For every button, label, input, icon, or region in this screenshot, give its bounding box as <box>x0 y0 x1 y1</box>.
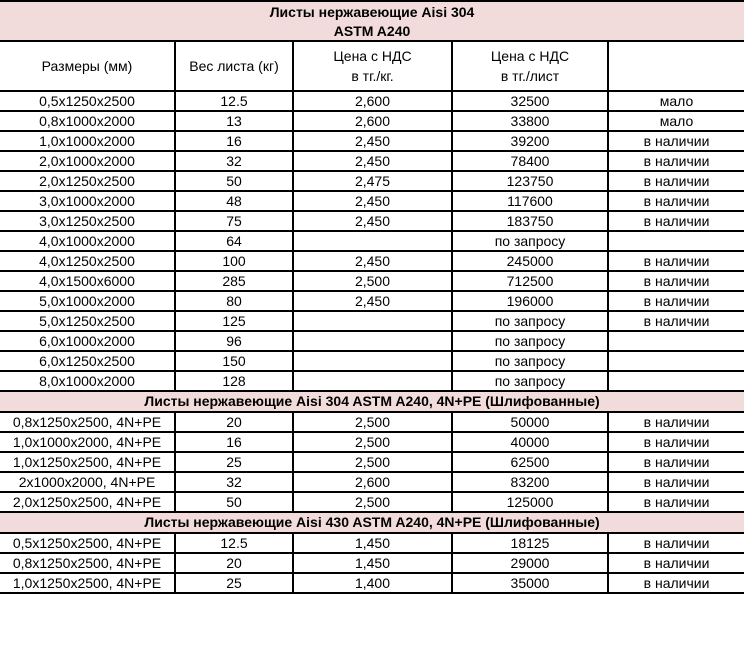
cell-size: 1,0x1000x2000 <box>0 131 175 151</box>
cell-weight: 25 <box>175 452 293 472</box>
cell-price-kg: 2,475 <box>293 171 452 191</box>
cell-price-kg: 2,450 <box>293 211 452 231</box>
cell-status: в наличии <box>608 553 744 573</box>
cell-weight: 128 <box>175 371 293 391</box>
cell-weight: 75 <box>175 211 293 231</box>
cell-size: 0,8x1000x2000 <box>0 111 175 131</box>
cell-price-sheet: 18125 <box>452 533 608 553</box>
cell-price-kg: 2,500 <box>293 452 452 472</box>
cell-status <box>608 331 744 351</box>
cell-size: 5,0x1250x2500 <box>0 311 175 331</box>
cell-weight: 96 <box>175 331 293 351</box>
cell-price-sheet: 50000 <box>452 412 608 432</box>
cell-price-kg: 2,500 <box>293 432 452 452</box>
cell-weight: 32 <box>175 151 293 171</box>
cell-status: в наличии <box>608 492 744 512</box>
table-title-row <box>0 1 744 22</box>
table-row <box>0 492 744 512</box>
table-row <box>0 111 744 131</box>
cell-status: в наличии <box>608 251 744 271</box>
cell-weight: 32 <box>175 472 293 492</box>
cell-status <box>608 351 744 371</box>
cell-status: мало <box>608 91 744 111</box>
cell-price-kg: 2,500 <box>293 271 452 291</box>
cell-price-kg: 2,600 <box>293 472 452 492</box>
cell-price-kg: 2,500 <box>293 492 452 512</box>
table-row <box>0 533 744 553</box>
table-row <box>0 151 744 171</box>
cell-price-sheet: по запросу <box>452 231 608 251</box>
table-title-line1: Листы нержавеющие Aisi 304 <box>0 1 744 22</box>
cell-price-kg: 2,500 <box>293 412 452 432</box>
cell-price-sheet: 125000 <box>452 492 608 512</box>
cell-size: 4,0x1500x6000 <box>0 271 175 291</box>
cell-price-sheet: 32500 <box>452 91 608 111</box>
cell-price-sheet: 40000 <box>452 432 608 452</box>
cell-weight: 50 <box>175 171 293 191</box>
cell-size: 2,0x1000x2000 <box>0 151 175 171</box>
table-body <box>0 91 744 593</box>
table-row <box>0 432 744 452</box>
section-title: Листы нержавеющие Aisi 430 ASTM A240, 4N+PE (Шлифованные) <box>0 512 744 533</box>
cell-size: 2,0x1250x2500 <box>0 171 175 191</box>
cell-size: 0,5x1250x2500, 4N+PE <box>0 533 175 553</box>
cell-weight: 80 <box>175 291 293 311</box>
cell-weight: 64 <box>175 231 293 251</box>
table-row <box>0 91 744 111</box>
header-weight: Вес листа (кг) <box>175 41 293 91</box>
cell-status: в наличии <box>608 432 744 452</box>
header-status <box>608 41 744 91</box>
table-row <box>0 452 744 472</box>
cell-price-sheet: по запросу <box>452 331 608 351</box>
cell-price-sheet: 183750 <box>452 211 608 231</box>
cell-price-kg <box>293 231 452 251</box>
table-row <box>0 211 744 231</box>
cell-price-kg: 2,450 <box>293 191 452 211</box>
cell-size: 4,0x1250x2500 <box>0 251 175 271</box>
cell-size: 1,0x1000x2000, 4N+PE <box>0 432 175 452</box>
cell-price-sheet: 712500 <box>452 271 608 291</box>
cell-price-kg: 2,450 <box>293 151 452 171</box>
cell-price-sheet: по запросу <box>452 351 608 371</box>
header-price-sheet-line2: в тг./лист <box>500 68 560 84</box>
cell-size: 1,0x1250x2500, 4N+PE <box>0 452 175 472</box>
cell-price-kg <box>293 371 452 391</box>
cell-price-sheet: 35000 <box>452 573 608 593</box>
cell-size: 3,0x1000x2000 <box>0 191 175 211</box>
cell-size: 6,0x1000x2000 <box>0 331 175 351</box>
table-row <box>0 191 744 211</box>
cell-status: в наличии <box>608 151 744 171</box>
header-price-kg <box>293 41 452 91</box>
cell-price-kg: 2,600 <box>293 111 452 131</box>
cell-price-sheet: 62500 <box>452 452 608 472</box>
cell-status: в наличии <box>608 211 744 231</box>
cell-size: 8,0x1000x2000 <box>0 371 175 391</box>
cell-size: 2x1000x2000, 4N+PE <box>0 472 175 492</box>
cell-status: в наличии <box>608 533 744 553</box>
cell-price-sheet: 245000 <box>452 251 608 271</box>
cell-size: 0,5x1250x2500 <box>0 91 175 111</box>
cell-weight: 16 <box>175 432 293 452</box>
cell-weight: 25 <box>175 573 293 593</box>
cell-price-kg: 1,450 <box>293 553 452 573</box>
cell-price-sheet: 123750 <box>452 171 608 191</box>
cell-weight: 50 <box>175 492 293 512</box>
cell-status: в наличии <box>608 472 744 492</box>
cell-price-sheet: по запросу <box>452 311 608 331</box>
cell-size: 4,0x1000x2000 <box>0 231 175 251</box>
cell-price-kg <box>293 331 452 351</box>
cell-status: в наличии <box>608 271 744 291</box>
cell-status: в наличии <box>608 412 744 432</box>
cell-size: 0,8x1250x2500, 4N+PE <box>0 553 175 573</box>
cell-weight: 13 <box>175 111 293 131</box>
cell-price-sheet: 29000 <box>452 553 608 573</box>
header-price-kg-line2: в тг./кг. <box>351 68 394 84</box>
cell-price-kg: 1,400 <box>293 573 452 593</box>
cell-status <box>608 371 744 391</box>
table-row <box>0 311 744 331</box>
table-row <box>0 351 744 371</box>
table-row <box>0 171 744 191</box>
section-title-row <box>0 391 744 412</box>
cell-price-kg: 1,450 <box>293 533 452 553</box>
cell-status: в наличии <box>608 573 744 593</box>
cell-price-sheet: 39200 <box>452 131 608 151</box>
cell-size: 3,0x1250x2500 <box>0 211 175 231</box>
cell-price-sheet: 83200 <box>452 472 608 492</box>
cell-price-kg: 2,450 <box>293 291 452 311</box>
cell-status <box>608 231 744 251</box>
header-price-kg-line1: Цена с НДС <box>333 48 412 64</box>
cell-weight: 125 <box>175 311 293 331</box>
table-row <box>0 291 744 311</box>
cell-weight: 150 <box>175 351 293 371</box>
cell-size: 0,8x1250x2500, 4N+PE <box>0 412 175 432</box>
cell-status: мало <box>608 111 744 131</box>
header-price-sheet <box>452 41 608 91</box>
section-title-row <box>0 512 744 533</box>
cell-status: в наличии <box>608 191 744 211</box>
cell-weight: 12.5 <box>175 91 293 111</box>
cell-price-kg: 2,450 <box>293 251 452 271</box>
cell-price-kg <box>293 311 452 331</box>
cell-price-sheet: 196000 <box>452 291 608 311</box>
table-row <box>0 271 744 291</box>
cell-status: в наличии <box>608 131 744 151</box>
cell-size: 1,0x1250x2500, 4N+PE <box>0 573 175 593</box>
cell-weight: 48 <box>175 191 293 211</box>
cell-weight: 20 <box>175 412 293 432</box>
table-row <box>0 231 744 251</box>
table-row <box>0 553 744 573</box>
cell-weight: 285 <box>175 271 293 291</box>
cell-price-sheet: 78400 <box>452 151 608 171</box>
cell-size: 5,0x1000x2000 <box>0 291 175 311</box>
table-row <box>0 412 744 432</box>
cell-weight: 12.5 <box>175 533 293 553</box>
table-row <box>0 371 744 391</box>
cell-price-kg: 2,450 <box>293 131 452 151</box>
cell-price-sheet: по запросу <box>452 371 608 391</box>
cell-price-sheet: 117600 <box>452 191 608 211</box>
cell-size: 6,0x1250x2500 <box>0 351 175 371</box>
cell-price-kg <box>293 351 452 371</box>
cell-price-kg: 2,600 <box>293 91 452 111</box>
table-row <box>0 573 744 593</box>
cell-status: в наличии <box>608 171 744 191</box>
section-title: Листы нержавеющие Aisi 304 ASTM A240, 4N+PE (Шлифованные) <box>0 391 744 412</box>
header-price-sheet-line1: Цена с НДС <box>490 48 570 64</box>
header-row <box>0 41 744 91</box>
table-row <box>0 472 744 492</box>
cell-size: 2,0x1250x2500, 4N+PE <box>0 492 175 512</box>
table-title-line2: ASTM A240 <box>0 22 744 41</box>
cell-weight: 100 <box>175 251 293 271</box>
cell-weight: 20 <box>175 553 293 573</box>
cell-status: в наличии <box>608 311 744 331</box>
table-row <box>0 131 744 151</box>
table-title-row <box>0 22 744 41</box>
header-size: Размеры (мм) <box>0 41 175 91</box>
cell-status: в наличии <box>608 291 744 311</box>
table-row <box>0 331 744 351</box>
cell-price-sheet: 33800 <box>452 111 608 131</box>
cell-status: в наличии <box>608 452 744 472</box>
table-row <box>0 251 744 271</box>
cell-weight: 16 <box>175 131 293 151</box>
